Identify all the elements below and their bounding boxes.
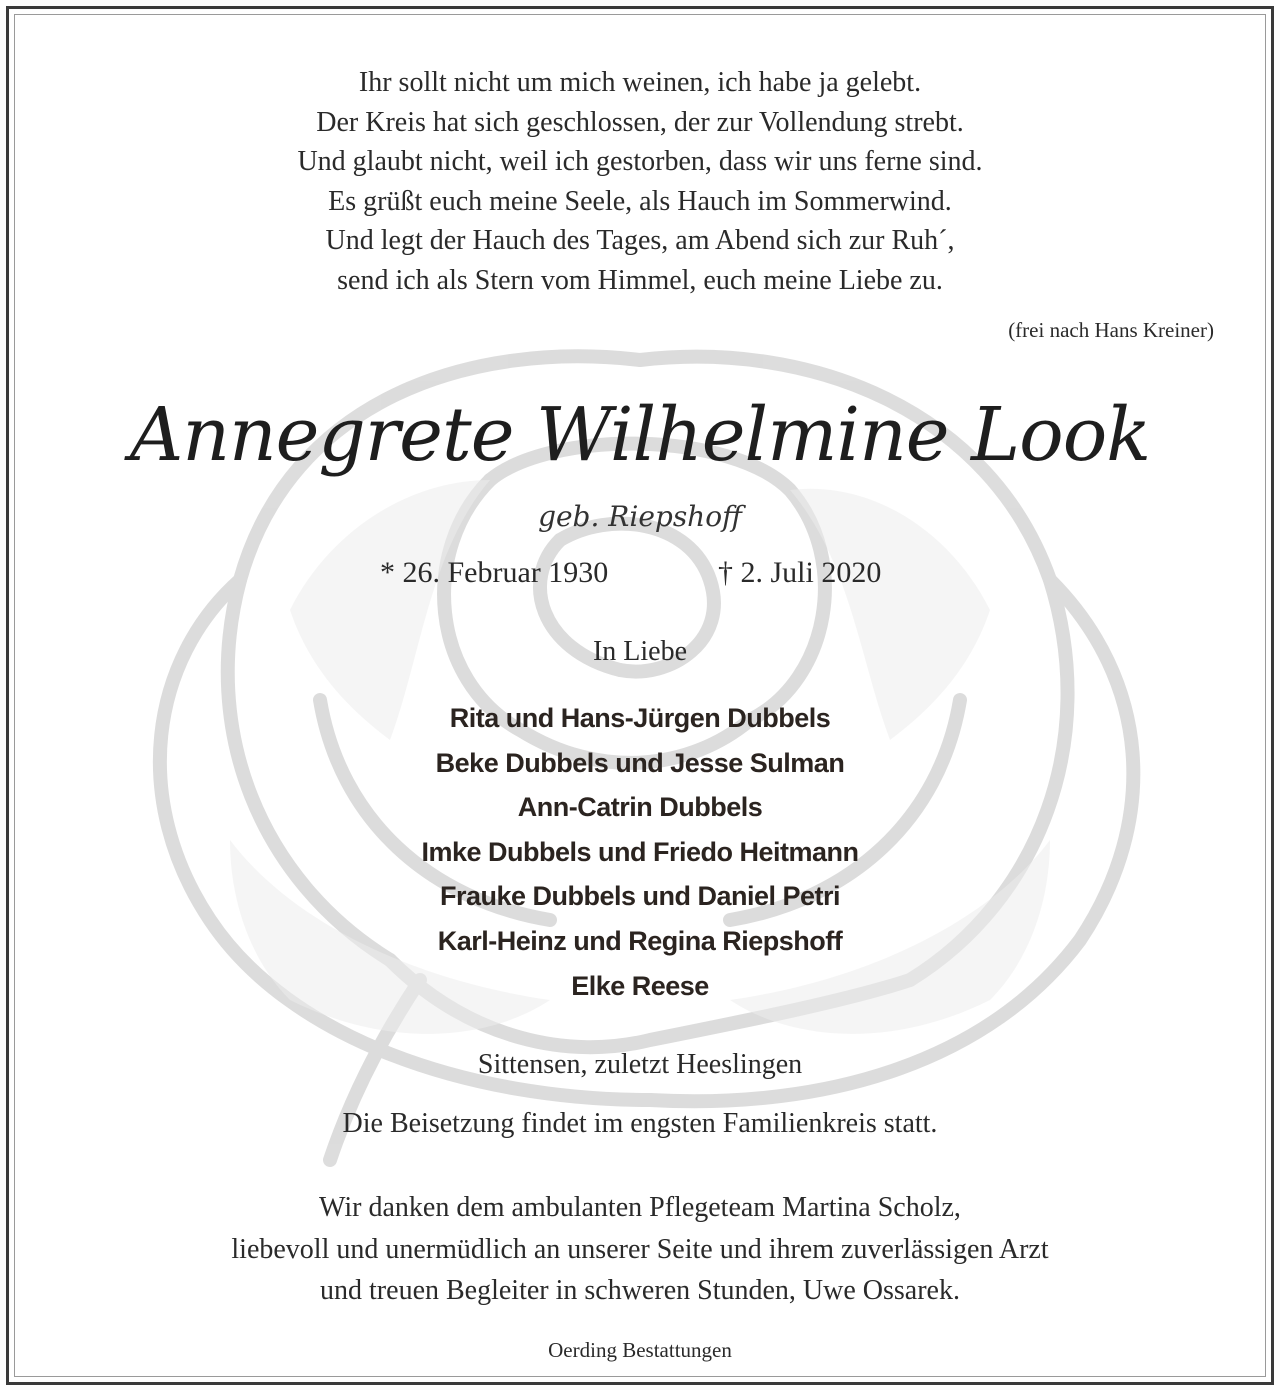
poem-line: Und glaubt nicht, weil ich gestorben, dass wir uns ferne sind.	[297, 146, 983, 177]
mourner-name: Ann-Catrin Dubbels	[517, 792, 763, 823]
mourner-name: Elke Reese	[571, 970, 709, 1001]
thanks-line: liebevoll und unermüdlich an unserer Seite und ihrem zuverlässigen Arzt	[231, 1233, 1049, 1265]
undertaker: Oerding Bestattungen	[548, 1338, 732, 1362]
burial-note: Die Beisetzung findet im engsten Familienkreis statt.	[342, 1108, 938, 1139]
mourner-name: Beke Dubbels und Jesse Sulman	[435, 747, 845, 778]
mourner-name: Imke Dubbels und Friedo Heitmann	[421, 836, 859, 867]
deceased-name: Annegrete Wilhelmine Look	[129, 392, 1151, 478]
mourners-list	[0, 696, 1280, 1008]
maiden-name: geb. Riepshoff	[538, 500, 742, 533]
thanks-text	[0, 1187, 1280, 1312]
mourner-name: Karl-Heinz und Regina Riepshoff	[437, 925, 843, 956]
mourner-name: Rita und Hans-Jürgen Dubbels	[449, 703, 831, 733]
poem	[0, 63, 1280, 300]
place: Sittensen, zuletzt Heeslingen	[477, 1049, 803, 1080]
birth-date: * 26. Februar 1930	[380, 556, 609, 589]
poem-line: Der Kreis hat sich geschlossen, der zur Vollendung strebt.	[316, 106, 964, 138]
poem-attribution: (frei nach Hans Kreiner)	[1008, 318, 1214, 342]
poem-line: send ich als Stern vom Himmel, euch meine Liebe zu.	[337, 264, 943, 296]
mourner-name: Frauke Dubbels und Daniel Petri	[439, 881, 841, 912]
poem-line: Und legt der Hauch des Tages, am Abend sich zur Ruh´,	[325, 225, 955, 256]
poem-line: Ihr sollt nicht um mich weinen, ich habe ja gelebt.	[358, 67, 922, 98]
thanks-line: Wir danken dem ambulanten Pflegeteam Martina Scholz,	[319, 1192, 961, 1223]
life-dates	[0, 556, 1280, 596]
thanks-line: und treuen Begleiter in schweren Stunden, Uwe Ossarek.	[320, 1275, 960, 1306]
poem-line: Es grüßt euch meine Seele, als Hauch im Sommerwind.	[328, 185, 952, 217]
death-date: † 2. Juli 2020	[718, 556, 882, 589]
mourners-heading: In Liebe	[592, 636, 688, 667]
